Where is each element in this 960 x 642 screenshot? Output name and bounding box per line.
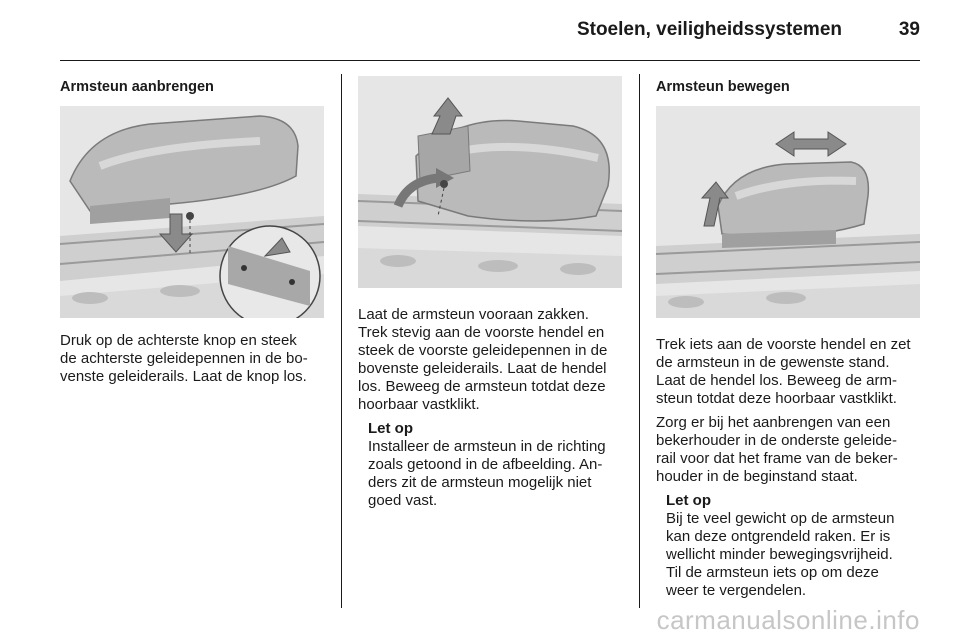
column-armrest-move (656, 62, 922, 600)
section-heading: Armsteun aanbrengen (60, 79, 214, 95)
page-number: 39 (898, 19, 920, 40)
note-text: Installeer de armsteun in de richting zoals getoond in de afbeelding. An- ders zit de armsteun mogelijk niet goed vast. (368, 438, 606, 509)
column-divider (639, 74, 640, 608)
section-heading: Armsteun bewegen (656, 79, 790, 95)
note-box (666, 492, 922, 600)
note-box (368, 420, 622, 510)
install-instructions: Druk op de achterste knop en steek de achterste geleidepennen in de bo- venste geleiderails. Laat de knop los. (60, 332, 308, 385)
armrest-lower-illustration (358, 76, 622, 288)
armrest-move-illustration (656, 106, 920, 318)
page-header (60, 0, 920, 61)
note-text: Bij te veel gewicht op de armsteun kan deze ontgrendeld raken. Er is wellicht minder bewegingsvrijheid. Til de armsteun iets op om deze weer te vergendelen. (666, 510, 895, 599)
armrest-install-illustration (60, 106, 324, 318)
move-instructions: Trek iets aan de voorste hendel en zet de armsteun in de gewenste stand. Laat de hendel los. Beweeg de arm- steun totdat deze hoorbaar vastklikt. (656, 336, 911, 407)
watermark: carmanualsonline.info (656, 605, 920, 635)
column-armrest-lower (358, 62, 622, 510)
note-heading: Let op (666, 492, 711, 509)
cupholder-instructions: Zorg er bij het aanbrengen van een bekerhouder in de onderste geleide- rail voor dat het frame van de beker- houder in de beginstand staat. (656, 414, 898, 485)
header-title: Stoelen, veiligheidssystemen (576, 19, 842, 40)
lower-instructions: Laat de armsteun vooraan zakken. Trek stevig aan de voorste hendel en steek de voorste geleidepennen in de bovenste geleiderails. Laat de hendel los. Beweeg de armsteun totdat deze hoorbaar vastklikt. (358, 306, 608, 413)
column-divider (341, 74, 342, 608)
column-armrest-install (60, 62, 326, 392)
note-heading: Let op (368, 420, 413, 437)
